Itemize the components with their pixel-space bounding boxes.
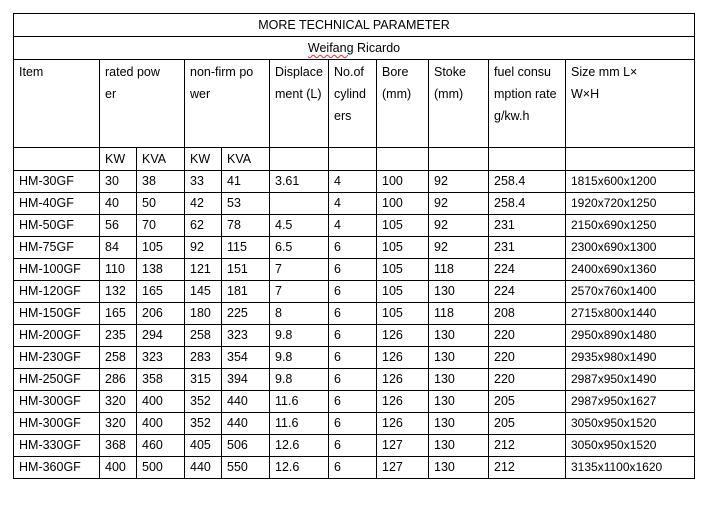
cell-stroke: 92 <box>429 237 489 259</box>
cell-nonfirm-kva: 53 <box>222 193 270 215</box>
cell-rated-kva: 294 <box>137 325 185 347</box>
cell-fuel: 220 <box>489 369 566 391</box>
cell-size: 3050x950x1520 <box>566 413 695 435</box>
cell-displacement: 7 <box>270 259 329 281</box>
cell-nonfirm-kva: 181 <box>222 281 270 303</box>
cell-rated-kw: 56 <box>100 215 137 237</box>
cell-rated-kw: 40 <box>100 193 137 215</box>
cell-nonfirm-kw: 121 <box>185 259 222 281</box>
header-non-firm-power <box>185 60 270 148</box>
units-blank <box>566 148 695 171</box>
table-row <box>14 237 695 259</box>
unit-nonfirm-kw: KW <box>185 148 222 171</box>
cell-cylinders: 6 <box>329 435 377 457</box>
cell-fuel: 205 <box>489 413 566 435</box>
title-row <box>14 14 695 37</box>
unit-rated-kva: KVA <box>137 148 185 171</box>
cell-cylinders: 6 <box>329 347 377 369</box>
cell-nonfirm-kva: 354 <box>222 347 270 369</box>
cell-stroke: 130 <box>429 281 489 303</box>
cell-fuel: 258.4 <box>489 193 566 215</box>
cell-stroke: 92 <box>429 171 489 193</box>
header-size-text: Size mm L×W×H <box>571 65 638 101</box>
cell-bore: 126 <box>377 413 429 435</box>
cell-displacement: 9.8 <box>270 347 329 369</box>
cell-rated-kva: 165 <box>137 281 185 303</box>
table-subtitle <box>14 37 695 60</box>
table-row <box>14 391 695 413</box>
cell-fuel: 220 <box>489 325 566 347</box>
cell-size: 2987x950x1490 <box>566 369 695 391</box>
cell-bore: 105 <box>377 237 429 259</box>
cell-rated-kw: 30 <box>100 171 137 193</box>
cell-cylinders: 6 <box>329 237 377 259</box>
cell-item: HM-300GF <box>14 413 100 435</box>
header-rated-power <box>100 60 185 148</box>
cell-stroke: 130 <box>429 413 489 435</box>
cell-stroke: 118 <box>429 259 489 281</box>
cell-displacement: 12.6 <box>270 435 329 457</box>
cell-cylinders: 6 <box>329 303 377 325</box>
cell-fuel: 231 <box>489 237 566 259</box>
cell-cylinders: 4 <box>329 171 377 193</box>
cell-bore: 100 <box>377 193 429 215</box>
cell-rated-kw: 320 <box>100 391 137 413</box>
cell-item: HM-100GF <box>14 259 100 281</box>
header-non-firm-power-text: non-firm power <box>190 65 254 101</box>
header-fuel-consumption: fuel consumption rate g/kw.h <box>489 60 566 148</box>
cell-item: HM-30GF <box>14 171 100 193</box>
cell-nonfirm-kw: 33 <box>185 171 222 193</box>
cell-nonfirm-kva: 225 <box>222 303 270 325</box>
cell-fuel: 220 <box>489 347 566 369</box>
cell-stroke: 92 <box>429 215 489 237</box>
cell-displacement: 11.6 <box>270 391 329 413</box>
header-row <box>14 60 695 148</box>
cell-size: 3050x950x1520 <box>566 435 695 457</box>
cell-item: HM-250GF <box>14 369 100 391</box>
cell-nonfirm-kw: 62 <box>185 215 222 237</box>
cell-nonfirm-kw: 42 <box>185 193 222 215</box>
header-item: Item <box>14 60 100 148</box>
cell-rated-kva: 460 <box>137 435 185 457</box>
cell-bore: 100 <box>377 171 429 193</box>
cell-rated-kw: 286 <box>100 369 137 391</box>
cell-displacement: 3.61 <box>270 171 329 193</box>
cell-displacement: 12.6 <box>270 457 329 479</box>
units-blank <box>429 148 489 171</box>
cell-displacement: 11.6 <box>270 413 329 435</box>
cell-bore: 105 <box>377 303 429 325</box>
table-row <box>14 281 695 303</box>
cell-rated-kw: 235 <box>100 325 137 347</box>
cell-bore: 126 <box>377 347 429 369</box>
cell-nonfirm-kva: 394 <box>222 369 270 391</box>
table-row <box>14 193 695 215</box>
cell-item: HM-360GF <box>14 457 100 479</box>
units-blank <box>489 148 566 171</box>
cell-stroke: 130 <box>429 369 489 391</box>
cell-displacement: 4.5 <box>270 215 329 237</box>
cell-item: HM-300GF <box>14 391 100 413</box>
cell-nonfirm-kva: 78 <box>222 215 270 237</box>
header-rated-power-text: rated power <box>105 65 160 101</box>
cell-displacement: 8 <box>270 303 329 325</box>
table-row <box>14 347 695 369</box>
table-row <box>14 413 695 435</box>
table-row <box>14 215 695 237</box>
cell-cylinders: 6 <box>329 457 377 479</box>
cell-size: 2935x980x1490 <box>566 347 695 369</box>
cell-stroke: 130 <box>429 325 489 347</box>
cell-stroke: 130 <box>429 347 489 369</box>
cell-cylinders: 6 <box>329 325 377 347</box>
cell-nonfirm-kw: 258 <box>185 325 222 347</box>
cell-bore: 126 <box>377 325 429 347</box>
cell-nonfirm-kva: 115 <box>222 237 270 259</box>
cell-item: HM-75GF <box>14 237 100 259</box>
cell-cylinders: 6 <box>329 391 377 413</box>
unit-nonfirm-kva: KVA <box>222 148 270 171</box>
subtitle-company: Weifang <box>307 41 354 55</box>
cell-stroke: 130 <box>429 391 489 413</box>
cell-fuel: 212 <box>489 435 566 457</box>
cell-stroke: 92 <box>429 193 489 215</box>
table-row <box>14 457 695 479</box>
table-row <box>14 171 695 193</box>
table-row <box>14 259 695 281</box>
cell-size: 2950x890x1480 <box>566 325 695 347</box>
cell-fuel: 258.4 <box>489 171 566 193</box>
cell-nonfirm-kw: 440 <box>185 457 222 479</box>
cell-size: 1815x600x1200 <box>566 171 695 193</box>
cell-rated-kva: 358 <box>137 369 185 391</box>
cell-displacement: 9.8 <box>270 369 329 391</box>
cell-nonfirm-kva: 41 <box>222 171 270 193</box>
cell-stroke: 130 <box>429 435 489 457</box>
cell-bore: 126 <box>377 391 429 413</box>
cell-rated-kva: 70 <box>137 215 185 237</box>
subtitle-brand: Ricardo <box>353 41 401 55</box>
cell-size: 2300x690x1300 <box>566 237 695 259</box>
header-displacement: Displacement (L) <box>270 60 329 148</box>
cell-fuel: 208 <box>489 303 566 325</box>
cell-rated-kva: 323 <box>137 347 185 369</box>
cell-rated-kva: 400 <box>137 413 185 435</box>
cell-bore: 127 <box>377 457 429 479</box>
cell-stroke: 130 <box>429 457 489 479</box>
cell-nonfirm-kw: 283 <box>185 347 222 369</box>
cell-item: HM-200GF <box>14 325 100 347</box>
cell-rated-kw: 258 <box>100 347 137 369</box>
cell-nonfirm-kw: 405 <box>185 435 222 457</box>
cell-rated-kw: 84 <box>100 237 137 259</box>
cell-rated-kva: 206 <box>137 303 185 325</box>
cell-nonfirm-kw: 180 <box>185 303 222 325</box>
cell-size: 2987x950x1627 <box>566 391 695 413</box>
units-row <box>14 148 695 171</box>
header-bore: Bore (mm) <box>377 60 429 148</box>
cell-cylinders: 4 <box>329 215 377 237</box>
cell-size: 3135x1100x1620 <box>566 457 695 479</box>
cell-rated-kva: 500 <box>137 457 185 479</box>
table-title: MORE TECHNICAL PARAMETER <box>14 14 695 37</box>
subtitle-row <box>14 37 695 60</box>
cell-item: HM-230GF <box>14 347 100 369</box>
cell-fuel: 205 <box>489 391 566 413</box>
parameter-table <box>13 13 695 479</box>
cell-rated-kw: 110 <box>100 259 137 281</box>
cell-displacement <box>270 193 329 215</box>
units-blank <box>270 148 329 171</box>
cell-rated-kw: 368 <box>100 435 137 457</box>
units-blank <box>329 148 377 171</box>
cell-displacement: 6.5 <box>270 237 329 259</box>
cell-rated-kw: 165 <box>100 303 137 325</box>
cell-item: HM-150GF <box>14 303 100 325</box>
cell-rated-kw: 400 <box>100 457 137 479</box>
cell-item: HM-40GF <box>14 193 100 215</box>
table-row <box>14 303 695 325</box>
cell-fuel: 224 <box>489 281 566 303</box>
cell-fuel: 212 <box>489 457 566 479</box>
cell-rated-kva: 138 <box>137 259 185 281</box>
cell-nonfirm-kva: 550 <box>222 457 270 479</box>
cell-bore: 105 <box>377 259 429 281</box>
cell-cylinders: 6 <box>329 413 377 435</box>
cell-nonfirm-kw: 352 <box>185 391 222 413</box>
cell-stroke: 118 <box>429 303 489 325</box>
technical-parameter-sheet <box>13 13 695 479</box>
cell-cylinders: 6 <box>329 369 377 391</box>
cell-size: 2400x690x1360 <box>566 259 695 281</box>
cell-cylinders: 6 <box>329 281 377 303</box>
units-blank <box>377 148 429 171</box>
cell-bore: 105 <box>377 215 429 237</box>
cell-rated-kw: 132 <box>100 281 137 303</box>
cell-nonfirm-kva: 440 <box>222 413 270 435</box>
cell-item: HM-120GF <box>14 281 100 303</box>
cell-size: 1920x720x1250 <box>566 193 695 215</box>
table-row <box>14 325 695 347</box>
cell-item: HM-50GF <box>14 215 100 237</box>
cell-fuel: 231 <box>489 215 566 237</box>
header-size <box>566 60 695 148</box>
header-cylinders: No.of cylinders <box>329 60 377 148</box>
cell-rated-kva: 400 <box>137 391 185 413</box>
cell-cylinders: 6 <box>329 259 377 281</box>
cell-rated-kw: 320 <box>100 413 137 435</box>
cell-size: 2715x800x1440 <box>566 303 695 325</box>
cell-displacement: 7 <box>270 281 329 303</box>
cell-fuel: 224 <box>489 259 566 281</box>
cell-size: 2150x690x1250 <box>566 215 695 237</box>
header-stroke: Stoke (mm) <box>429 60 489 148</box>
table-row <box>14 435 695 457</box>
cell-rated-kva: 50 <box>137 193 185 215</box>
cell-bore: 105 <box>377 281 429 303</box>
cell-displacement: 9.8 <box>270 325 329 347</box>
cell-nonfirm-kva: 323 <box>222 325 270 347</box>
cell-nonfirm-kw: 352 <box>185 413 222 435</box>
cell-size: 2570x760x1400 <box>566 281 695 303</box>
table-row <box>14 369 695 391</box>
unit-rated-kw: KW <box>100 148 137 171</box>
cell-cylinders: 4 <box>329 193 377 215</box>
cell-nonfirm-kw: 145 <box>185 281 222 303</box>
cell-bore: 126 <box>377 369 429 391</box>
cell-rated-kva: 38 <box>137 171 185 193</box>
cell-nonfirm-kva: 151 <box>222 259 270 281</box>
cell-nonfirm-kw: 315 <box>185 369 222 391</box>
cell-nonfirm-kw: 92 <box>185 237 222 259</box>
cell-item: HM-330GF <box>14 435 100 457</box>
cell-nonfirm-kva: 506 <box>222 435 270 457</box>
cell-bore: 127 <box>377 435 429 457</box>
units-blank-item <box>14 148 100 171</box>
cell-nonfirm-kva: 440 <box>222 391 270 413</box>
cell-rated-kva: 105 <box>137 237 185 259</box>
